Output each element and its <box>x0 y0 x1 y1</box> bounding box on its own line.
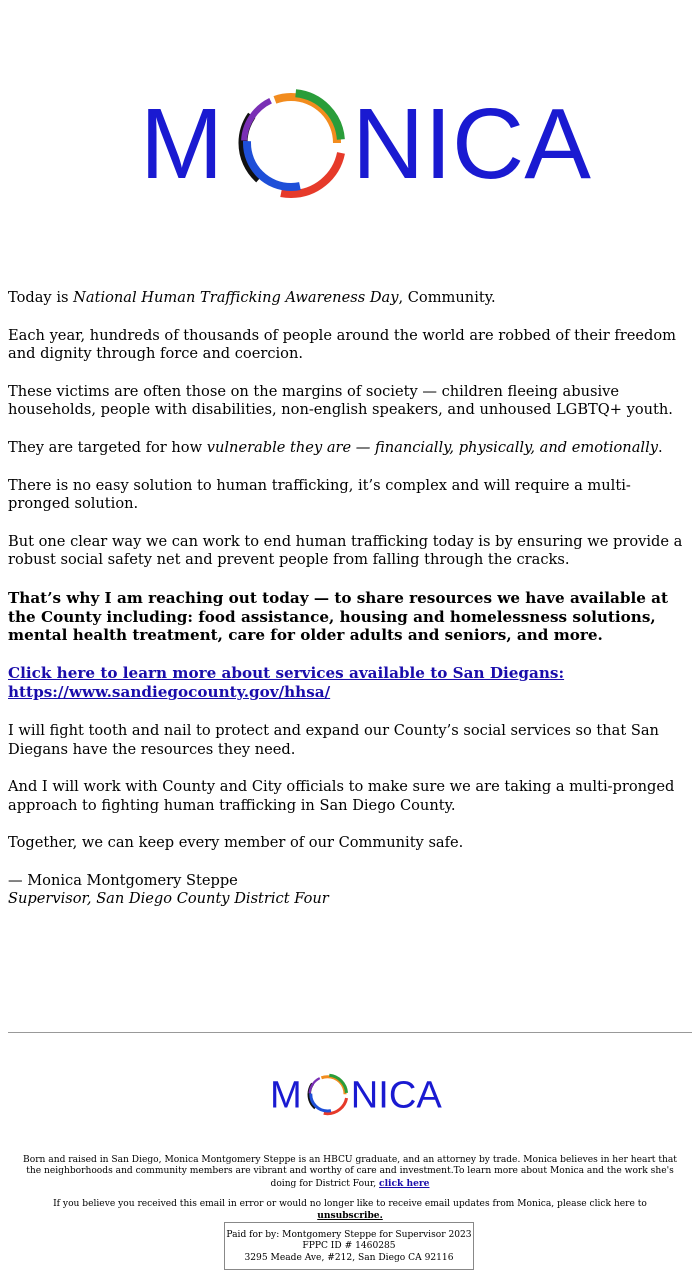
signature-title: Supervisor, San Diego County District Four <box>8 890 329 908</box>
text: . <box>657 438 663 456</box>
paid-for-line: Paid for by: Montgomery Steppe for Supervisor 2023 <box>226 1230 472 1240</box>
paragraph: There is no easy solution to human trafficking, it’s complex and will require a multi-pronged solution. <box>8 476 631 513</box>
footer-logo-graphic <box>270 1070 442 1120</box>
intro-paragraph <box>8 289 692 308</box>
paid-for-disclaimer <box>224 1222 474 1270</box>
unsubscribe-link[interactable]: unsubscribe. <box>317 1210 383 1222</box>
services-link[interactable] <box>8 664 564 702</box>
cta-paragraph <box>8 664 692 703</box>
paragraph: These victims are often those on the margins of society — children fleeing abusive households, people with disabilities, non-english speakers, and unhoused LGBTQ+ youth. <box>8 382 673 419</box>
text: Today is <box>8 289 74 306</box>
footer-about <box>20 1155 680 1190</box>
link-line: Click here to learn more about services available to San Diegans: <box>8 663 565 682</box>
email-body <box>8 289 692 928</box>
fppc-id: FPPC ID # 1460285 <box>302 1241 396 1252</box>
monica-logo <box>0 80 700 210</box>
paragraph: And I will work with County and City officials to make sure we are taking a multi-pronged approach to fighting human trafficking in San Diego County. <box>8 778 675 814</box>
paragraph <box>8 439 692 458</box>
mailing-address: 3295 Meade Ave, #212, San Diego CA 92116 <box>244 1252 454 1263</box>
text: They are targeted for how <box>8 438 207 456</box>
logo-letter-m: M <box>140 88 224 200</box>
unsubscribe-text: If you believe you received this email in error or would no longer like to receive email updates from Monica, please click here to <box>53 1199 647 1209</box>
logo-letters-nica: NICA <box>350 1074 442 1117</box>
logo-ring-icon <box>308 1075 347 1114</box>
signature-block <box>8 872 692 909</box>
logo-letters-nica: NICA <box>352 88 591 200</box>
link-url: https://www.sandiegocounty.gov/hhsa/ <box>8 683 331 702</box>
emphasis-text: vulnerable they are — financially, physically, and emotionally <box>206 438 658 456</box>
logo-letter-m: M <box>270 1074 302 1117</box>
paragraph: I will fight tooth and nail to protect and expand our County’s social services so that San Diegans have the resources they need. <box>8 721 659 758</box>
paragraph: Each year, hundreds of thousands of people around the world are robbed of their freedom and dignity through force and coercion. <box>8 326 676 363</box>
footer-logo <box>0 1070 700 1126</box>
logo-ring-icon <box>240 92 342 194</box>
paragraph: But one clear way we can work to end human trafficking today is by ensuring we provide a robust social safety net and prevent people from falling through the cracks. <box>8 532 683 569</box>
footer-unsubscribe <box>20 1199 680 1223</box>
about-link[interactable]: click here <box>379 1177 430 1189</box>
about-text: Born and raised in San Diego, Monica Montgomery Steppe is an HBCU graduate, and an attorney by trade. Monica believes in her heart that the neighborhoods and community members are vibrant and worthy of care and investment.To learn more about Monica and the work she's doing for District Four, <box>23 1155 677 1189</box>
text: , Community. <box>398 289 496 306</box>
footer-divider <box>8 1032 692 1033</box>
signature: — Monica Montgomery Steppe <box>8 871 238 889</box>
monica-logo-graphic <box>140 80 591 210</box>
awareness-day-name: National Human Trafficking Awareness Day <box>73 289 399 306</box>
resources-paragraph: That’s why I am reaching out today — to share resources we have available at the County including: food assistance, housing and homelessness solutions, mental health treatment, care for older adults and seniors, and more. <box>8 588 669 645</box>
paragraph: Together, we can keep every member of our Community safe. <box>8 834 464 852</box>
